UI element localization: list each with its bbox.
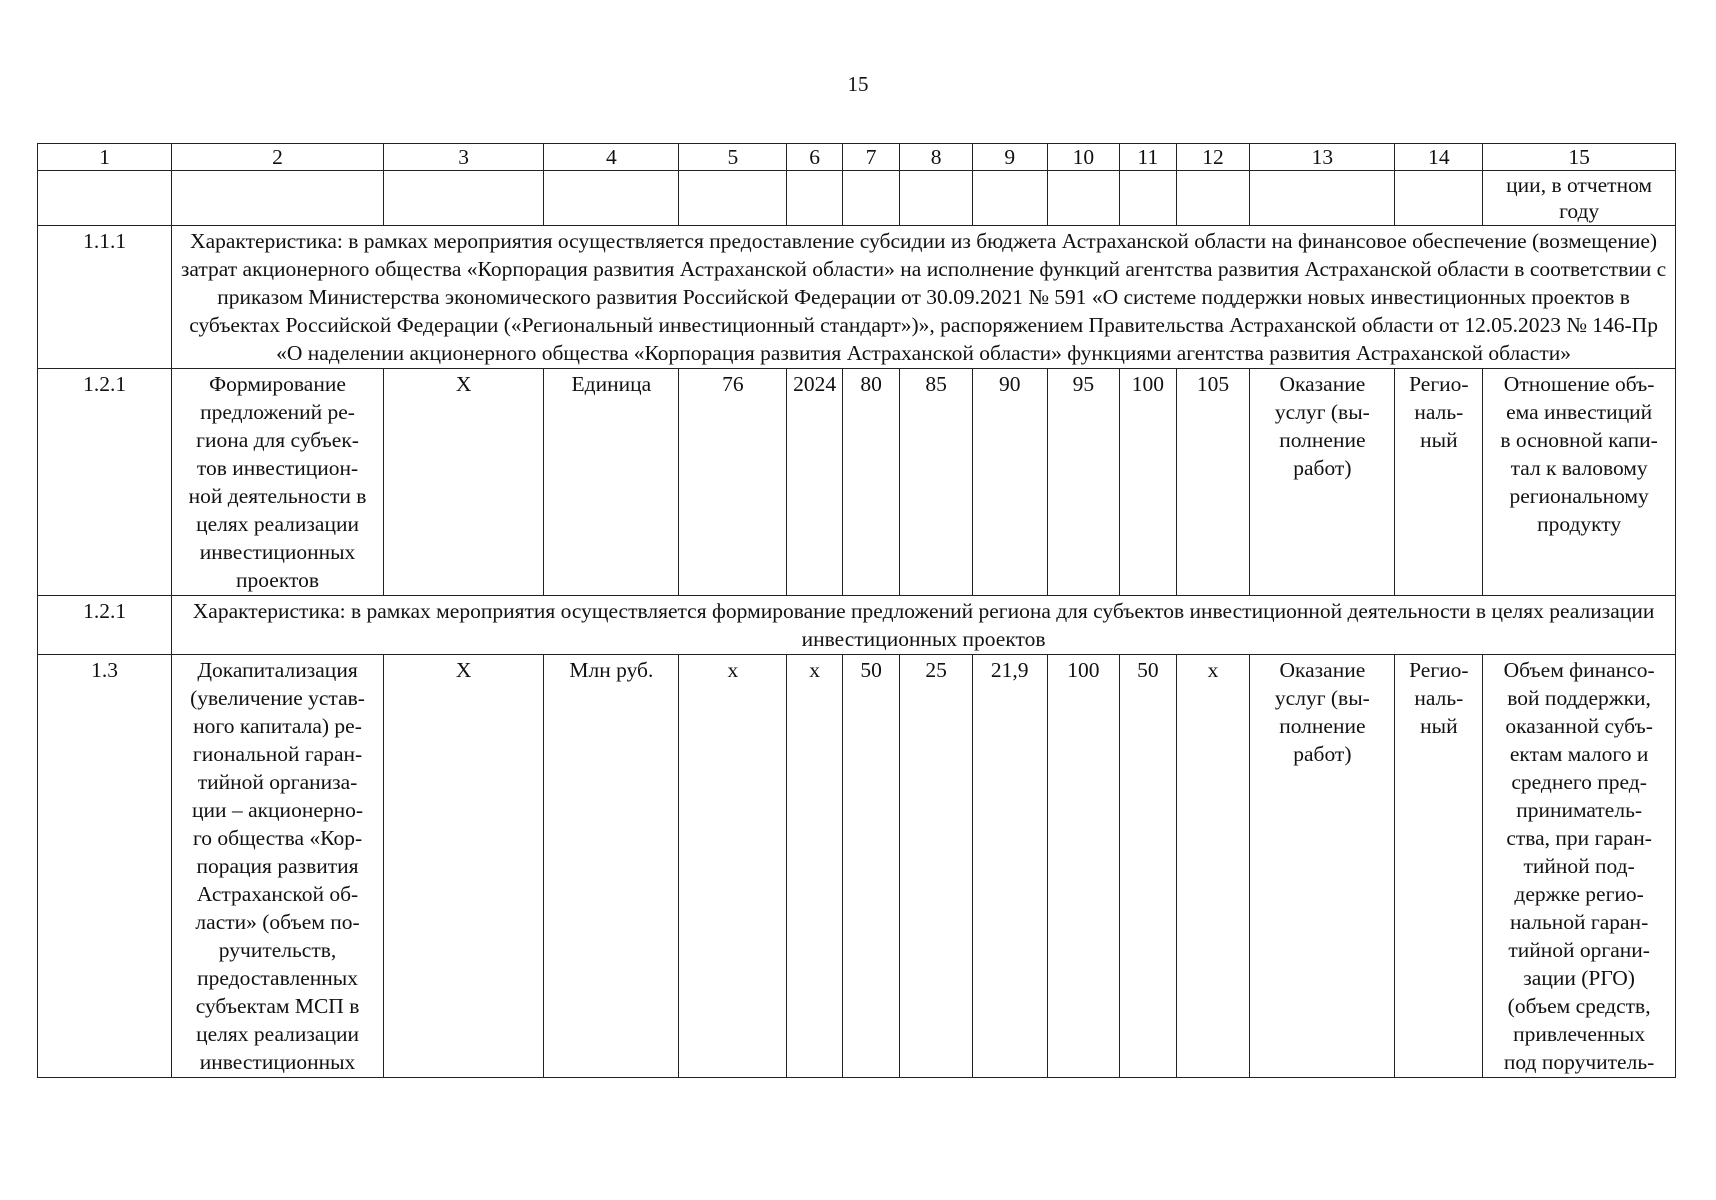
cell-value: 21,9 xyxy=(972,655,1047,1078)
column-number: 3 xyxy=(383,144,543,171)
indicators-table xyxy=(37,143,1676,1078)
indicator-cell: Объем финансо- вой поддержки, оказанной субъ- ектам малого и среднего пред- приниматель- ства, при гаран- тийной под- держке регио- нальной гаран- тийной органи- зации (РГО) (объем средств, привлеченных под поручитель- xyxy=(1483,655,1676,1078)
cell-value: 50 xyxy=(842,655,899,1078)
cell-value: 76 xyxy=(679,369,787,596)
characteristic-text: Характеристика: в рамках мероприятия осуществляется формирование предложений региона для субъектов инвестиционной деятельности в целях реализации инвестиционных проектов xyxy=(172,596,1676,655)
cell-value: Х xyxy=(383,369,543,596)
characteristic-text: Характеристика: в рамках мероприятия осуществляется предоставление субсидии из бюджета Астраханской области на финансовое обеспечение (возмещение) затрат акционерного общества «Корпорация развития Астраханской области» на исполнение функций агентства развития Астраханской области в соответствии с приказом Министерства экономического развития Российской Федерации от 30.09.2021 № 591 «О системе поддержки новых инвестиционных проектов в субъектах Российской Федерации («Региональный инвестиционный стандарт»)», распоряжением Правительства Астраханской области от 12.05.2023 № 146-Пр «О наделении акционерного общества «Корпорация развития Астраханской области» функциями агентства развития Астраханской области» xyxy=(172,226,1676,369)
service-type-cell: Оказание услуг (вы- полнение работ) xyxy=(1250,655,1395,1078)
cell-value: 100 xyxy=(1047,655,1120,1078)
column-number: 13 xyxy=(1250,144,1395,171)
cell-value: 100 xyxy=(1120,369,1176,596)
cell-value: 25 xyxy=(900,655,973,1078)
row-number: 1.2.1 xyxy=(38,596,172,655)
row-number: 1.2.1 xyxy=(38,369,172,596)
table-row xyxy=(38,369,1676,596)
cell-value: 50 xyxy=(1120,655,1176,1078)
cell-value: х xyxy=(1176,655,1250,1078)
level-cell: Регио- наль- ный xyxy=(1395,655,1483,1078)
column-number-row xyxy=(38,144,1676,171)
cell-value: 90 xyxy=(972,369,1047,596)
characteristic-row xyxy=(38,226,1676,369)
column-number: 7 xyxy=(842,144,899,171)
cell-value: 85 xyxy=(900,369,973,596)
year-cell: х xyxy=(787,655,842,1078)
column-number: 8 xyxy=(900,144,973,171)
column-number: 1 xyxy=(38,144,172,171)
continuation-text: ции, в отчетном году xyxy=(1483,171,1676,226)
column-number: 10 xyxy=(1047,144,1120,171)
indicator-cell: Отношение объ- ема инвестиций в основной капи- тал к валовому региональному продукту xyxy=(1483,369,1676,596)
column-number: 12 xyxy=(1176,144,1250,171)
continuation-row xyxy=(38,171,1676,226)
column-number: 15 xyxy=(1483,144,1676,171)
column-number: 11 xyxy=(1120,144,1176,171)
row-number: 1.1.1 xyxy=(38,226,172,369)
unit-cell: Млн руб. xyxy=(544,655,679,1078)
cell-value: 105 xyxy=(1176,369,1250,596)
event-name: Формирование предложений ре- гиона для субъек- тов инвестицион- ной деятельности в целях реализации инвестиционных проектов xyxy=(172,369,384,596)
page-number: 15 xyxy=(847,72,869,96)
characteristic-row xyxy=(38,596,1676,655)
year-cell: 2024 xyxy=(787,369,842,596)
cell-value: х xyxy=(679,655,787,1078)
table-row xyxy=(38,655,1676,1078)
cell-value: Х xyxy=(383,655,543,1078)
cell-value: 80 xyxy=(842,369,899,596)
cell-value: 95 xyxy=(1047,369,1120,596)
column-number: 2 xyxy=(172,144,384,171)
row-number: 1.3 xyxy=(38,655,172,1078)
service-type-cell: Оказание услуг (вы- полнение работ) xyxy=(1250,369,1395,596)
column-number: 5 xyxy=(679,144,787,171)
column-number: 9 xyxy=(972,144,1047,171)
column-number: 14 xyxy=(1395,144,1483,171)
column-number: 4 xyxy=(544,144,679,171)
level-cell: Регио- наль- ный xyxy=(1395,369,1483,596)
unit-cell: Единица xyxy=(544,369,679,596)
column-number: 6 xyxy=(787,144,842,171)
event-name: Докапитализация (увеличение устав- ного капитала) ре- гиональной гаран- тийной организа- ции – акционерно- го общества «Кор- порация развития Астраханской об- ласти» (объем по- ручительств, предоставленных субъектам МСП в целях реализации инвестиционных xyxy=(172,655,384,1078)
